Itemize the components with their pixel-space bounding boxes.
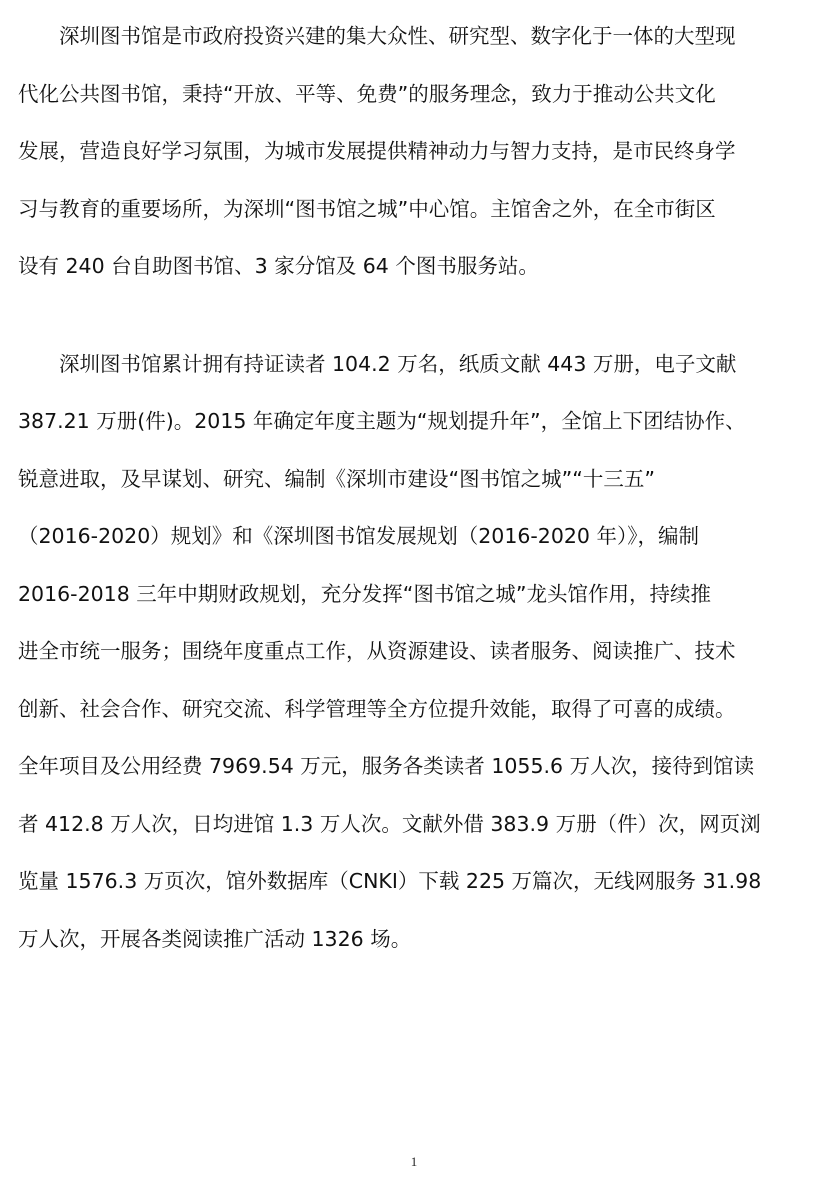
text-line: （2016-2020）规划》和《深圳图书馆发展规划（2016-2020 年）》，编制: [18, 524, 699, 548]
text-line: 深圳图书馆是市政府投资兴建的集大众性、研究型、数字化于一体的大型现: [59, 24, 736, 48]
page-number: 1: [410, 1154, 418, 1169]
text-line: 全年项目及公用经费 7969.54 万元，服务各类读者 1055.6 万人次，接待到馆读: [18, 754, 755, 778]
text-line: 387.21 万册(件)。2015 年确定年度主题为“规划提升年”，全馆上下团结协作、: [18, 409, 746, 433]
text-line: 发展，营造良好学习氛围，为城市发展提供精神动力与智力支持，是市民终身学: [18, 139, 736, 163]
text-line: 深圳图书馆累计拥有持证读者 104.2 万名，纸质文献 443 万册，电子文献: [59, 351, 737, 376]
text-line: 习与教育的重要场所，为深圳“图书馆之城”中心馆。主馆舍之外，在全市街区: [18, 196, 716, 221]
paragraph-2: [18, 336, 808, 969]
text-line: 设有 240 台自助图书馆、3 家分馆及 64 个图书服务站。: [18, 254, 539, 278]
text-line: 进全市统一服务；围绕年度重点工作，从资源建设、读者服务、阅读推广、技术: [18, 639, 736, 663]
text-line: 2016-2018 三年中期财政规划，充分发挥“图书馆之城”龙头馆作用，持续推: [18, 581, 711, 606]
document-body: [18, 8, 808, 968]
paragraph-1: [18, 8, 808, 296]
text-line: 创新、社会合作、研究交流、科学管理等全方位提升效能，取得了可喜的成绩。: [18, 696, 736, 721]
paragraph-spacer: [18, 296, 808, 336]
text-line: 代化公共图书馆，秉持“开放、平等、免费”的服务理念，致力于推动公共文化: [18, 81, 716, 106]
text-line: 万人次，开展各类阅读推广活动 1326 场。: [18, 926, 412, 951]
text-line: 锐意进取，及早谋划、研究、编制《深圳市建设“图书馆之城”“十三五”: [18, 466, 655, 491]
text-line: 者 412.8 万人次，日均进馆 1.3 万人次。文献外借 383.9 万册（件）次，网页浏: [18, 811, 761, 836]
text-line: 览量 1576.3 万页次，馆外数据库（CNKI）下载 225 万篇次，无线网服务 31.98: [18, 869, 762, 893]
